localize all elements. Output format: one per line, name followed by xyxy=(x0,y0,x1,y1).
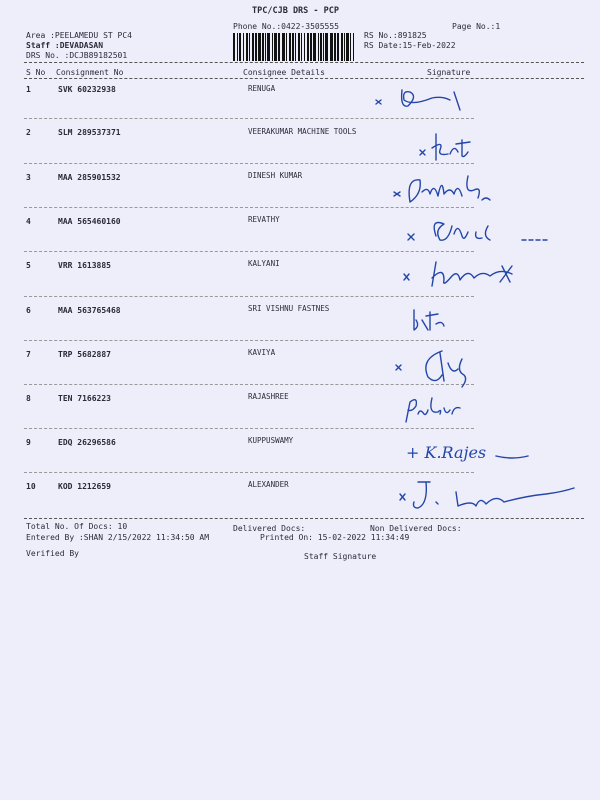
row-consignee: KUPPUSWAMY xyxy=(248,436,294,445)
row-consignment: MAA 285901532 xyxy=(58,173,121,182)
row-divider xyxy=(24,340,474,341)
barcode xyxy=(232,33,356,61)
row-consignee: VEERAKUMAR MACHINE TOOLS xyxy=(248,127,357,136)
row-divider xyxy=(24,428,474,429)
rs-number: RS No.:891825 xyxy=(364,31,427,40)
signature-8 xyxy=(398,392,478,426)
non-delivered-docs: Non Delivered Docs: xyxy=(370,524,462,533)
staff-label: Staff :DEVADASAN xyxy=(26,41,104,50)
entered-by: Entered By :SHAN 2/15/2022 11:34:50 AM xyxy=(26,533,210,542)
row-sno: 8 xyxy=(26,394,31,403)
row-consignment: EDQ 26296586 xyxy=(58,438,116,447)
document-title: TPC/CJB DRS - PCP xyxy=(252,6,339,16)
signature-7 xyxy=(392,345,502,387)
row-consignment: VRR 1613885 xyxy=(58,261,111,270)
row-sno: 9 xyxy=(26,438,31,447)
rs-date: RS Date:15-Feb-2022 xyxy=(364,41,456,50)
signature-4 xyxy=(404,214,554,248)
row-sno: 5 xyxy=(26,261,31,270)
row-divider xyxy=(24,251,474,252)
column-header-consignee: Consignee Details xyxy=(243,68,325,77)
row-consignment: SVK 60232938 xyxy=(58,85,116,94)
row-sno: 7 xyxy=(26,350,31,359)
signature-9-text: + K.Rajes xyxy=(406,443,487,462)
signature-9 xyxy=(400,436,540,466)
drs-number: DRS No. :DCJB89182501 xyxy=(26,51,128,60)
row-consignee: RENUGA xyxy=(248,84,276,93)
delivered-docs: Delivered Docs: xyxy=(233,524,306,533)
row-consignee: DINESH KUMAR xyxy=(248,171,303,180)
row-sno: 2 xyxy=(26,128,31,137)
verified-by: Verified By xyxy=(26,549,79,558)
area-label: Area :PEELAMEDU ST PC4 xyxy=(26,31,132,40)
staff-signature: Staff Signature xyxy=(304,552,377,561)
row-consignment: MAA 565460160 xyxy=(58,217,121,226)
column-header-consignment: Consignment No xyxy=(56,68,124,77)
row-divider xyxy=(24,207,474,208)
signature-2 xyxy=(418,130,498,164)
row-sno: 1 xyxy=(26,85,31,94)
row-consignee: ALEXANDER xyxy=(248,480,289,489)
printed-on: Printed On: 15-02-2022 11:34:49 xyxy=(260,533,410,542)
row-divider xyxy=(24,163,474,164)
row-consignment: TEN 7166223 xyxy=(58,394,111,403)
row-divider xyxy=(24,118,474,119)
row-divider xyxy=(24,472,474,473)
row-consignment: KOD 1212659 xyxy=(58,482,111,491)
row-consignee: REVATHY xyxy=(248,215,280,224)
row-sno: 10 xyxy=(26,482,36,491)
row-consignee: KAVIYA xyxy=(248,348,276,357)
phone-number: Phone No.:0422-3505555 xyxy=(233,22,339,31)
page-number: Page No.:1 xyxy=(452,22,501,31)
column-header-signature: Signature xyxy=(427,68,471,77)
signature-1 xyxy=(372,84,472,114)
row-consignee: KALYANI xyxy=(248,259,280,268)
row-consignment: SLM 289537371 xyxy=(58,128,121,137)
row-sno: 4 xyxy=(26,217,31,226)
header-divider xyxy=(24,62,584,63)
signature-5 xyxy=(400,258,530,292)
signature-10 xyxy=(396,474,586,518)
row-consignee: SRI VISHNU FASTNES xyxy=(248,304,330,313)
footer-divider xyxy=(24,518,584,519)
signature-6 xyxy=(408,306,468,336)
row-divider xyxy=(24,296,474,297)
signature-3 xyxy=(392,172,492,206)
row-consignment: MAA 563765468 xyxy=(58,306,121,315)
row-consignee: RAJASHREE xyxy=(248,392,289,401)
row-consignment: TRP 5682887 xyxy=(58,350,111,359)
row-sno: 6 xyxy=(26,306,31,315)
column-header-sno: S No xyxy=(26,68,46,77)
column-divider xyxy=(24,78,584,79)
row-sno: 3 xyxy=(26,173,31,182)
total-docs: Total No. Of Docs: 10 xyxy=(26,522,128,531)
